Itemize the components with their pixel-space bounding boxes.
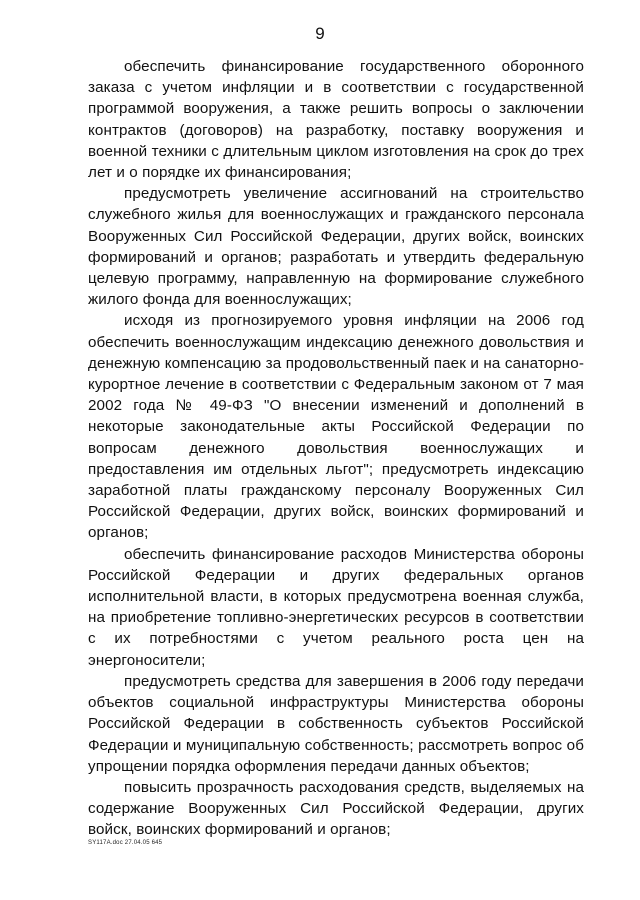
- paragraph: обеспечить финансирование расходов Министерства обороны Российской Федерации и других федеральных органов исполнительной власти, в которых предусмотрена военная служба, на приобретение топливно-энергетических ресурсов в соответствии с их потребностями с учетом реального роста цен на энергоносители;: [88, 545, 584, 669]
- paragraph: обеспечить финансирование государственного оборонного заказа с учетом инфляции и в соответствии с государственной программой вооружения, а также решить вопросы о заключении контрактов (договоров) на разработку, поставку вооружения и военной техники с длительным циклом изготовления на срок до трех лет и о порядке их финансирования;: [88, 58, 584, 182]
- paragraph: исходя из прогнозируемого уровня инфляции на 2006 год обеспечить военнослужащим индексацию денежного довольствия и денежную компенсацию за продовольственный паек и на санаторно-курортное лечение в соответствии с Федеральным законом от 7 мая 2002 года № 49-ФЗ "О внесении изменений и дополнений в некоторые законодательные акты Российской Федерации по вопросам денежного довольствия военнослужащих и предоставления им отдельных льгот"; предусмотреть индексацию заработной платы гражданскому персоналу Вооруженных Сил Российской Федерации, других войск, воинских формирований и органов;: [88, 312, 584, 542]
- paragraph: предусмотреть увеличение ассигнований на строительство служебного жилья для военнослужащих и гражданского персонала Вооруженных Сил Российской Федерации, других войск, воинских формирований и органов; разработать и утвердить федеральную целевую программу, направленную на формирование служебного жилого фонда для военнослужащих;: [88, 185, 584, 309]
- document-body: [88, 56, 584, 841]
- file-footer: SY117A.doc 27.04.05 645: [88, 840, 163, 846]
- paragraph: повысить прозрачность расходования средств, выделяемых на содержание Вооруженных Сил Российской Федерации, других войск, воинских формирований и органов;: [88, 778, 584, 839]
- page-number: 9: [315, 24, 325, 43]
- paragraph: предусмотреть средства для завершения в 2006 году передачи объектов социальной инфраструктуры Министерства обороны Российской Федерации в собственность субъектов Российской Федерации и муниципальную собственность; рассмотреть вопрос об упрощении порядка оформления передачи данных объектов;: [88, 672, 584, 775]
